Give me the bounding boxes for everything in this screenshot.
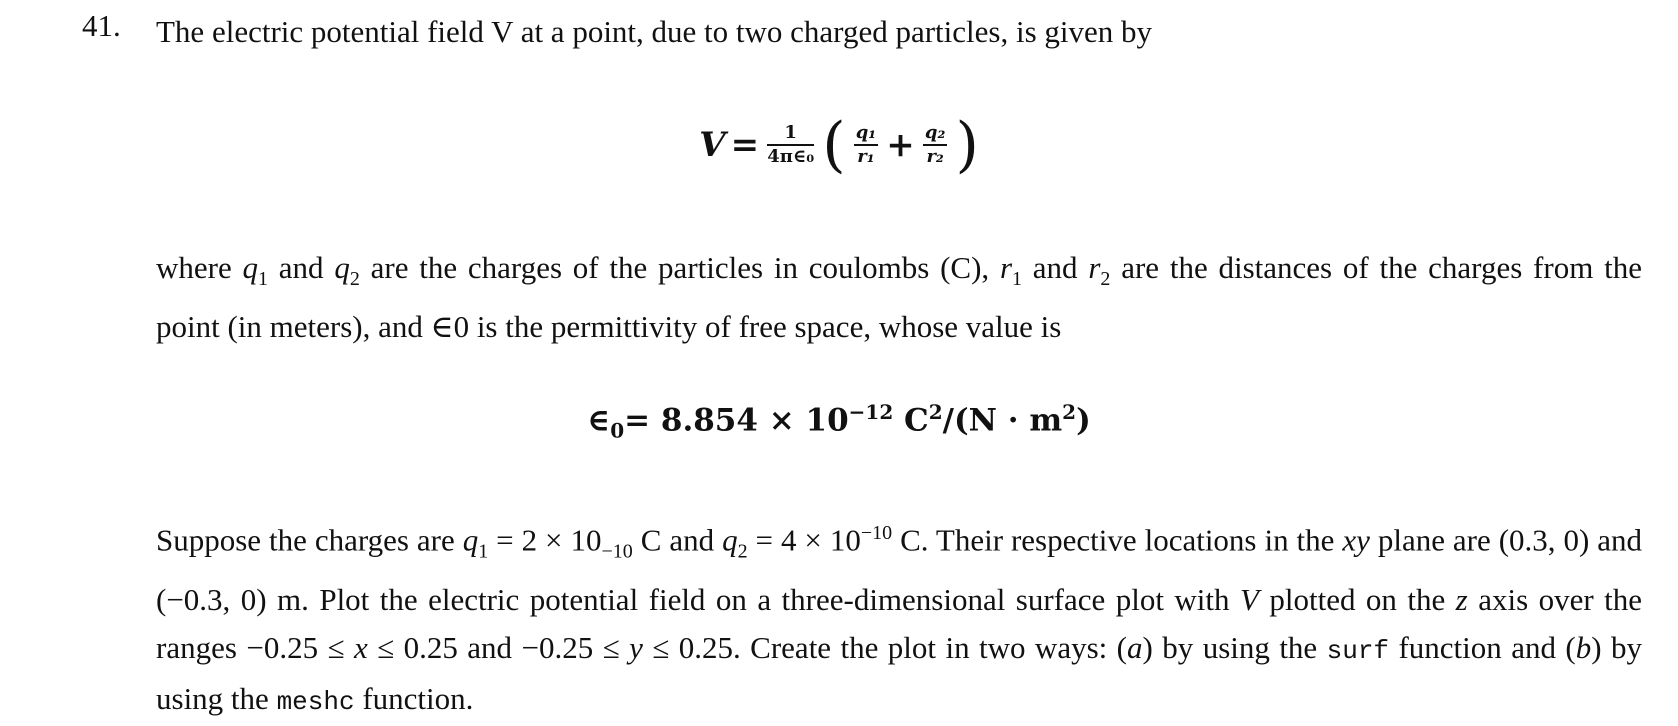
paragraph-task: Suppose the charges are $q_1 = 2 \times 10_{-10}$ C and $q_2 = 4 \times 10^{-10}$ C. Their respective locations in the xy plane are (0.3, 0) and (−0.3, 0) m. Plot the electric potential field on a three-dimensional surface plot with V plotted on the z axis over the ranges −0.25 ≤ x ≤ 0.25 and −0.25 ≤ y ≤ 0.25. Create the plot in two ways: (a) by using the surf function and (b) by using the meshc function. (156, 522, 1643, 717)
eq-lhs: V (699, 125, 726, 165)
surf-code: surf (1326, 635, 1390, 666)
eq-plus: + (886, 125, 915, 165)
q2-num: q₂ (923, 122, 947, 146)
permittivity-equation: $\in_0= 8.854 \times 10^{-12}$ $C^2/(N \cdot m^2)$ (587, 400, 1091, 443)
left-paren: ( (822, 110, 846, 180)
meshc-code: meshc (276, 686, 355, 717)
r1-den: r₁ (857, 146, 875, 167)
problem-number: 41. (82, 8, 121, 43)
right-paren: ) (955, 110, 979, 180)
coef-denominator: 4π∈₀ (767, 146, 815, 167)
q1-num: q₁ (854, 122, 878, 146)
problem-intro: The electric potential field V at a point, due to two charged particles, is given by (156, 14, 1153, 49)
potential-equation (0, 110, 1678, 180)
q2-over-r2 (923, 122, 947, 168)
coef-numerator: 1 (767, 122, 814, 146)
q1-over-r1 (854, 122, 878, 168)
eq-equals: = (730, 125, 760, 165)
paragraph-definitions: where $q_1$ and $q_2$ are the charges of the particles in coulombs (C), $r_1$ and $r_2$ are the distances of the charges from the point (in meters), and ∈0 is the permittivity of free space, whose value is (156, 250, 1642, 345)
r2-den: r₂ (926, 146, 944, 167)
coefficient-fraction (767, 122, 814, 168)
